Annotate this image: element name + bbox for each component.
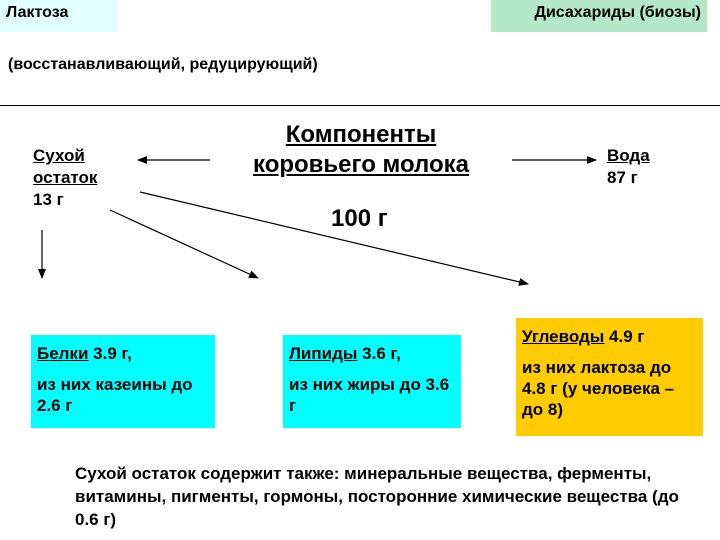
diagram-title-text: Компоненты коровьего молока — [253, 121, 469, 178]
disaccharides-tag: Дисахариды (биозы) — [491, 0, 707, 32]
lipids-value: 3.6 г, — [362, 344, 401, 363]
water-label: Вода — [607, 146, 650, 165]
proteins-value: 3.9 г, — [93, 344, 132, 363]
carbohydrates-box — [516, 318, 703, 436]
subtitle: (восстанавливающий, редуцирующий) — [8, 56, 318, 73]
lipids-box — [283, 335, 461, 428]
arrow-to-carbohydrates — [140, 192, 528, 284]
dry-residue-label: Сухой остаток — [33, 146, 98, 187]
lipids-detail: из них жиры до 3.6 г — [289, 375, 450, 415]
carbohydrates-detail: из них лактоза до 4.8 г (у человека – до 8) — [522, 358, 675, 419]
proteins-label: Белки — [37, 344, 89, 363]
carbohydrates-value: 4.9 г — [609, 327, 645, 346]
total-amount: 100 г — [331, 205, 388, 232]
footnote: Сухой остаток содержит также: минеральные вещества, ферменты, витамины, пигменты, гормоны, посторонние химические вещества (до 0.6 г) — [75, 464, 679, 529]
water-amount: 87 г — [607, 168, 638, 187]
lactose-tag: Лактоза — [0, 0, 118, 32]
dry-residue-amount: 13 г — [33, 190, 64, 209]
proteins-detail: из них казеины до 2.6 г — [37, 375, 193, 415]
lipids-label: Липиды — [289, 344, 358, 363]
proteins-box — [31, 335, 215, 428]
carbohydrates-label: Углеводы — [522, 327, 605, 346]
arrow-to-lipids — [110, 210, 258, 278]
